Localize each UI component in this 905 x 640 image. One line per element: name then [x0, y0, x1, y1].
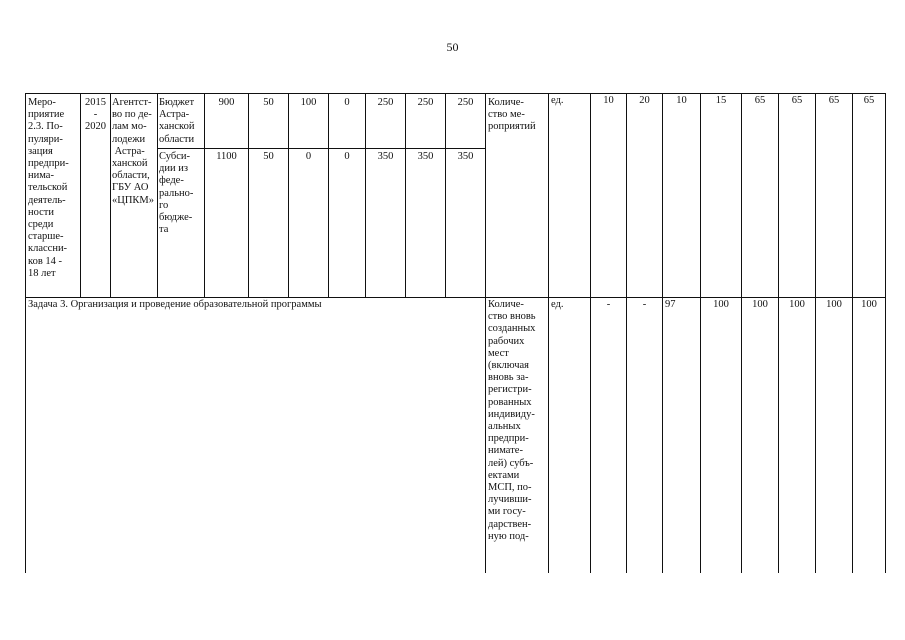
funding-value-cell: 250	[417, 97, 434, 108]
funding-value-cell: 100	[300, 97, 317, 108]
table-rule	[741, 93, 742, 573]
event-name-cell: Меро- приятие 2.3. По- пуляри- зация предпри- нима- тельской деятель- ности среди старше- классни- ков 14 - 18 лет	[28, 97, 69, 279]
table-rule	[548, 93, 549, 573]
funding-source-cell: Бюджет Астра- ханской области	[159, 97, 195, 145]
target-value-cell: 65	[754, 95, 766, 106]
table-rule	[204, 93, 205, 297]
table-rule	[778, 93, 779, 573]
table-rule	[25, 93, 26, 573]
unit-cell: ед.	[551, 299, 564, 310]
table-rule	[248, 93, 249, 297]
table-rule	[445, 93, 446, 297]
target-value-cell: 100	[752, 299, 768, 310]
target-value-cell: 65	[791, 95, 803, 106]
page-number: 50	[446, 40, 459, 54]
table-rule	[157, 148, 485, 149]
target-value-cell: 65	[828, 95, 840, 106]
funding-value-cell: 350	[457, 151, 474, 162]
table-rule	[885, 93, 886, 573]
target-value-cell: 10	[676, 95, 687, 106]
funding-value-cell: 0	[305, 151, 312, 162]
target-value-cell: 97	[665, 299, 676, 310]
table-rule	[328, 93, 329, 297]
table-rule	[110, 93, 111, 297]
indicator-cell: Количе- ство вновь созданных рабочих мест (включая вновь за- регистри- рованных индивиду- альных предпри- нимате- лей) субъ- ектами МСП, по- лучивши- ми госу- дарствен- ную под-	[488, 299, 536, 542]
table-rule	[365, 93, 366, 297]
funding-value-cell: 250	[457, 97, 474, 108]
target-value-cell: -	[606, 299, 611, 310]
funding-value-cell: 0	[344, 97, 350, 108]
funding-value-cell: 0	[344, 151, 350, 162]
funding-value-cell: 50	[263, 151, 274, 162]
indicator-cell: Количе- ство ме- роприятий	[488, 97, 536, 133]
funding-value-cell: 350	[377, 151, 394, 162]
table-rule	[815, 93, 816, 573]
target-value-cell: 100	[826, 299, 842, 310]
table-rule	[405, 93, 406, 297]
table-rule	[662, 93, 663, 573]
executor-cell: Агентст- во по де- лам мо- лодежи Астра- ханской области, ГБУ АО «ЦПКМ»	[112, 97, 155, 206]
unit-cell: ед.	[551, 95, 564, 106]
table-rule	[25, 93, 885, 94]
target-value-cell: 100	[713, 299, 729, 310]
funding-value-cell: 350	[417, 151, 434, 162]
target-value-cell: 100	[861, 299, 877, 310]
table-rule	[626, 93, 627, 573]
task-title: Задача 3. Организация и проведение образовательной программы	[28, 299, 322, 310]
table-rule	[25, 297, 885, 298]
table-rule	[590, 93, 591, 573]
target-value-cell: 100	[789, 299, 805, 310]
funding-value-cell: 900	[218, 97, 235, 108]
table-rule	[485, 93, 486, 573]
funding-source-cell: Субси- дии из феде- рально- го бюдже- та	[159, 151, 194, 236]
table-rule	[157, 93, 158, 297]
funding-value-cell: 250	[377, 97, 394, 108]
target-value-cell: 65	[863, 95, 875, 106]
target-value-cell: 20	[639, 95, 650, 106]
years-cell: 2015 - 2020	[85, 97, 106, 133]
funding-value-cell: 50	[263, 97, 274, 108]
target-value-cell: 10	[603, 95, 614, 106]
table-rule	[852, 93, 853, 573]
target-value-cell: 15	[715, 95, 727, 106]
target-value-cell: -	[642, 299, 647, 310]
table-rule	[288, 93, 289, 297]
table-rule	[700, 93, 701, 573]
funding-value-cell: 1100	[216, 151, 237, 162]
